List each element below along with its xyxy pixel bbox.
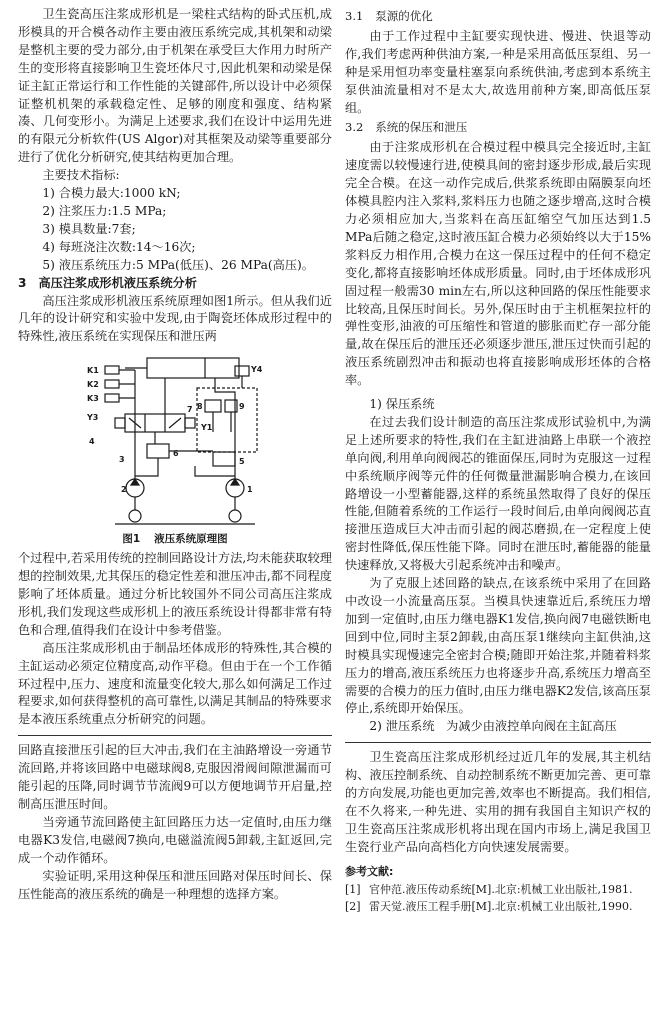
- paragraph: 高压注浆成形机由于制品坯体成形的特殊性,其合模的主缸运动必须定位精度高,动作平稳。但由于在一个工作循环过程中,压力、速度和流量变化较大,那么如何满足工作过程要求,如何获得整机的高可靠性,以满足其制品的特殊要求是本液压系统重点分析研究的问题。: [18, 640, 332, 727]
- item-text: 为减少由液控单向阀在主缸高压: [446, 719, 617, 734]
- paragraph: 由于工作过程中主缸要实现快进、慢进、快退等动作,我们考虑两种供油方案,一种是采用高低压泵组、另一种是采用恒功率变量柱塞泵向系统供油,考虑到本系统主泵供油流量相对不是太大,故选用前种方案,即高低压泵组。: [345, 28, 651, 115]
- paragraph: 卫生瓷高压注浆成形机经过近几年的发展,其主机结构、液压控制系统、自动控制系统不断更加完善、更可靠的方向发展,功能也更加完善,效率也不断提高。我们相信,在不久将来,一种先进、实用的拥有我国自主知识产权的卫生瓷高压注浆成形机将出现在国内市场上,满足我国卫生瓷行业产品向高档化方向快速发展需要。: [345, 750, 651, 854]
- hydraulic-schematic-figure: [18, 352, 332, 548]
- params-intro: 主要技术指标:: [42, 168, 120, 183]
- reference-item: [345, 881, 651, 898]
- reference-text: 官仲范.液压传动系统[M].北京:机械工业出版社,1981.: [369, 882, 633, 896]
- hydraulic-schematic-diagram: [85, 352, 265, 530]
- subsection-title: 泵源的优化: [375, 9, 433, 23]
- left-column: [18, 6, 332, 903]
- label-4: 4: [89, 437, 95, 447]
- figure-caption: [18, 530, 332, 548]
- figure-title: 液压系统原理图: [154, 533, 228, 546]
- relay-k1: [105, 366, 119, 374]
- label-1: 1: [247, 485, 253, 495]
- paragraph: 为了克服上述回路的缺点,在该系统中采用了在回路中改设一小流量高压泵。当模具快速靠近后,系统压力增加到一定值时,由压力继电器K1发信,换向阀7电磁铁断电回到中位,同时主泵2卸载,由高压泵1继续向主缸供油,这时模具实现慢速完全密封合模;随即开始注浆,并随着料浆压力的增高,液压系统压力也将逐步升高,系统压力增高至需要的合模力的压力值时,由压力继电器K2发信,该高压泵停止,系统即开始保压。: [345, 576, 651, 716]
- label-k2: K2: [87, 380, 99, 390]
- paragraph: 卫生瓷高压注浆成形机是一梁柱式结构的卧式压机,成形模具的开合模各动作主要由液压系统完成,其机架和动梁是整机主要的受力部分,由于机架在承受巨大作用力时所产生的变形将直接影响卫生瓷坯体尺寸,因此机架和动梁是保证主缸正常运行和工作性能的关键部件,所以设计中必须保证整机机架的承载稳定性、足够的刚度和强度、结构紧凑、几何变形小。为满足上述要求,我们在设计中运用先进的有限元分析软件(US Algor)对其框架及动梁等重要部分进行了优化分析研究,使其结构更加合理。: [18, 7, 332, 165]
- label-8: 8: [197, 402, 203, 412]
- figure-number: 图1: [122, 533, 141, 546]
- motor-left: [129, 510, 141, 522]
- label-9: 9: [239, 402, 245, 412]
- relay-k2: [105, 380, 119, 388]
- label-k3: K3: [87, 394, 99, 404]
- label-3: 3: [119, 455, 125, 465]
- subsection-title: 系统的保压和泄压: [375, 120, 468, 135]
- reference-item: [345, 898, 651, 915]
- reference-text: 雷天觉.液压工程手册[M].北京:机械工业出版社,1990.: [369, 899, 633, 913]
- paragraph: 当旁通节流回路使主缸回路压力达一定值时,由压力继电器K3发信,电磁阀7换向,电磁溢流阀5卸载,主缸返回,完成一个动作循环。: [18, 814, 332, 865]
- references-title: 参考文献:: [345, 864, 394, 878]
- label-y1: Y1: [201, 423, 213, 433]
- section-number: 3: [18, 275, 27, 290]
- params-list: [18, 185, 332, 275]
- right-column: [345, 6, 651, 915]
- paragraph: 个过程中,若采用传统的控制回路设计方法,均未能获取较理想的控制效果,尤其保压的稳定性差和泄压冲击,都不同程度影响了坯体质量。通过分析比较国外不同公司高压注浆成形机,我们发现这些成形机上的液压系统设计得都非常有特色和合理,值得我们在设计中参考借鉴。: [18, 551, 332, 637]
- item-title: 保压系统: [385, 397, 435, 412]
- paragraph: 由于注浆成形机在合模过程中模具完全接近时,主缸速度需以较慢速行进,使模具间的密封逐步形成,最后实现完全合模。在这一动作完成后,供浆系统即由隔膜泵向坯体模具腔内注入浆料,浆料压力也随之逐步增高,这时合模力必须相应加大,当浆料在高压缸缩空气加压达到1.5 MPa后随之稳定,这时液压缸合模力必须始终以大于15%浆料反力相作用,合模力在这一保压过程中的任何不稳定变化,都将直接影响坯体成形质量。同时,由于坯体成形巩固过程一般需30 min左右,所以这种回路的保压性能要求比较高,且保压时间长。另外,保压时由于主机框架拉杆的弹性变形,油液的可压缩性和管道的膨胀而贮存一部分能量,故在保压后的泄压还必须逐步泄压,泄压过快而引起的液压系统剧烈冲击和振动也将直接影响成形坯体的合格率。: [345, 140, 651, 388]
- item-number: 2): [369, 719, 382, 734]
- subsection-heading: [345, 8, 651, 26]
- valve-5: [213, 452, 235, 466]
- label-y4: Y4: [251, 365, 263, 375]
- subsection-number: 3.1: [345, 9, 364, 23]
- valve-6: [147, 444, 169, 458]
- relay-k3: [105, 394, 119, 402]
- label-7: 7: [187, 405, 193, 415]
- valve-8: [205, 400, 221, 412]
- label-y3: Y3: [87, 413, 99, 423]
- column-divider: [345, 742, 651, 743]
- list-item: 2) 注浆压力:1.5 MPa;: [42, 203, 167, 218]
- subsection-inline-heading: [345, 718, 651, 736]
- label-6: 6: [173, 449, 179, 459]
- subsection-inline-heading: [345, 396, 651, 414]
- section-title: 高压注浆成形机液压系统分析: [38, 275, 197, 290]
- reference-number: [1]: [345, 882, 361, 896]
- motor-right: [229, 510, 241, 522]
- column-divider: [18, 735, 332, 736]
- list-item: 1) 合模力最大:1000 kN;: [42, 186, 181, 201]
- list-item: 3) 模具数量:7套;: [42, 221, 136, 236]
- subsection-number: 3.2: [345, 120, 364, 135]
- item-number: 1): [369, 397, 382, 412]
- section-heading: [18, 275, 332, 293]
- paragraph: 回路直接泄压引起的巨大冲击,我们在主油路增设一旁通节流回路,并将该回路中电磁球阀8,克服因滑阀间隙泄漏而可能引起的压降,同时调节节流阀9可以方便地调节开启量,控制高压泄压时间。: [18, 743, 332, 811]
- reference-number: [2]: [345, 899, 361, 913]
- main-cylinder: [147, 358, 239, 378]
- label-5: 5: [239, 457, 245, 467]
- list-item: 4) 每班浇注次数:14～16次;: [42, 239, 196, 254]
- paragraph: 在过去我们设计制造的高压注浆成形试验机中,为满足上述所要求的特性,我们在主缸进油路上串联一个液控单向阀,利用单向阀阀芯的锥面保压,同时为克服这一过程中系统顺序阀等元件的任何微量泄漏影响合模力,在该回路增设一小型蓄能器,这样的系统虽然取得了良好的保压性能,但随着系统的工作运行一段时间后,由单向阀阀芯直接泄压造成巨大冲击而引起的阀芯磨损,在一定程度上使密封性降低,保压性能下降。同时在泄压时,蓄能器的能量快速释放,又将极大引起系统冲击和噪声。: [345, 414, 651, 573]
- label-2: 2: [121, 485, 127, 495]
- list-item: 5) 液压系统压力:5 MPa(低压)、26 MPa(高压)。: [42, 257, 314, 272]
- paragraph: 实验证明,采用这种保压和泄压回路对保压时间长、保压性能高的液压系统的确是一种理想的选择方案。: [18, 868, 332, 901]
- subsection-heading: [345, 119, 651, 137]
- valve-7: [125, 414, 185, 432]
- label-k1: K1: [87, 366, 99, 376]
- item-title: 泄压系统: [385, 719, 435, 734]
- paragraph: 高压注浆成形机液压系统原理如图1所示。但从我们近几年的设计研究和实验中发现,由于陶瓷坯体成形过程中的特殊性,液压系统在实现保压和泄压两: [18, 293, 332, 344]
